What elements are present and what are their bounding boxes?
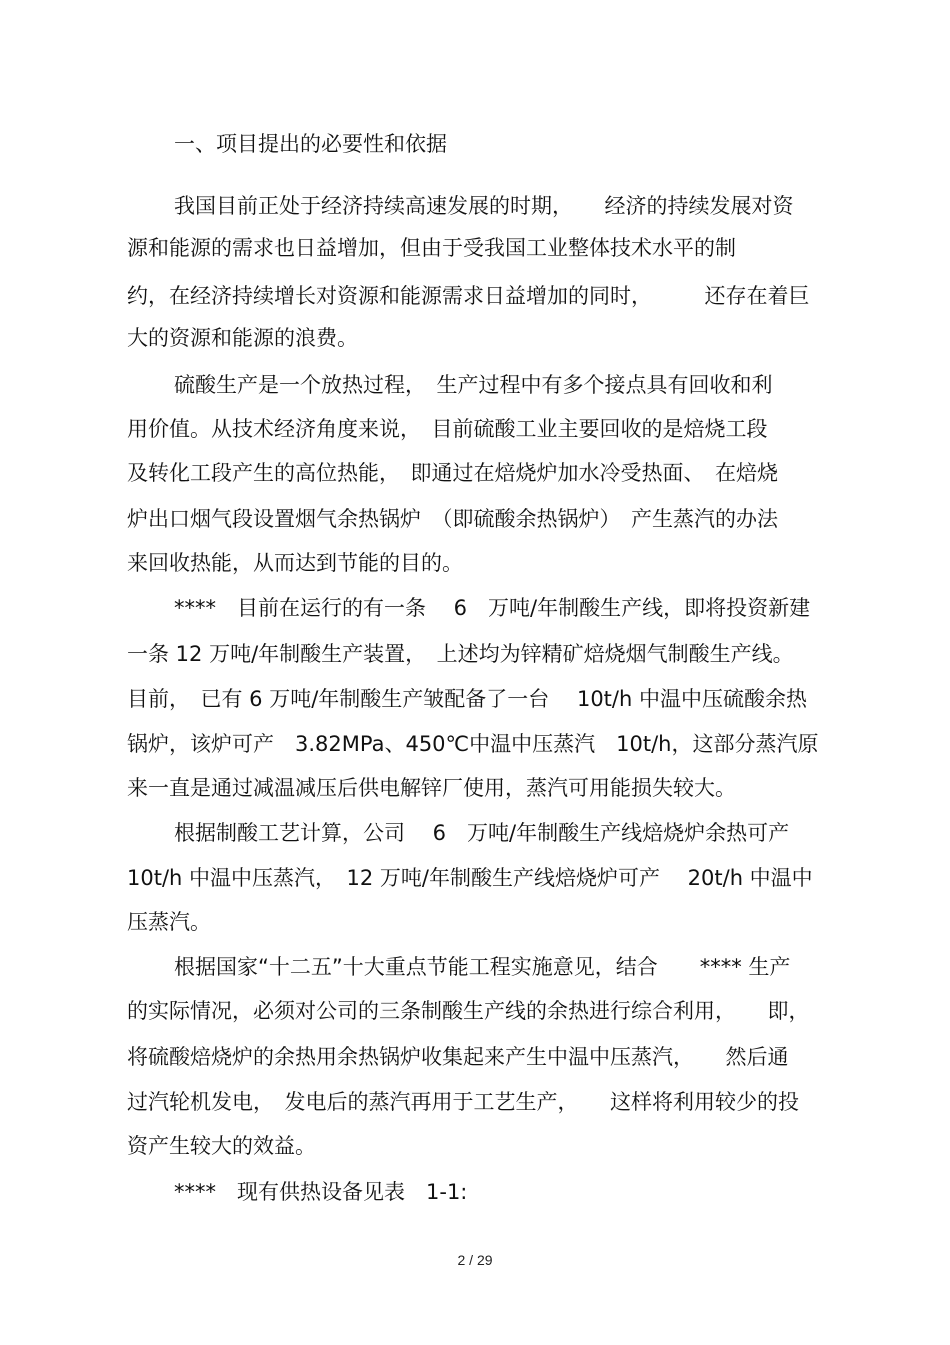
paragraph-2-line-4: 炉出口烟气段设置烟气余热锅炉 （即硫酸余热锅炉） 产生蒸汽的办法	[127, 507, 778, 531]
paragraph-5-line-2: 的实际情况，必须对公司的三条制酸生产线的余热进行综合利用， 即，	[127, 999, 810, 1023]
paragraph-6-line-1: **** 现有供热设备见表 1-1:	[174, 1180, 468, 1204]
paragraph-5-line-4: 过汽轮机发电， 发电后的蒸汽再用于工艺生产， 这样将利用较少的投	[127, 1090, 799, 1114]
paragraph-4-line-2: 10t/h 中温中压蒸汽， 12 万吨/年制酸生产线焙烧炉可产 20t/h 中温中	[127, 866, 813, 890]
paragraph-3-line-2: 一条 12 万吨/年制酸生产装置， 上述均为锌精矿焙烧烟气制酸生产线。	[127, 642, 794, 666]
paragraph-1-line-3: 约，在经济持续增长对资源和能源需求日益增加的同时， 还存在着巨	[127, 284, 810, 308]
page-number: 2 / 29	[457, 1252, 493, 1268]
paragraph-2-line-3: 及转化工段产生的高位热能， 即通过在焙烧炉加水冷受热面、 在焙烧	[127, 461, 778, 485]
paragraph-4-line-1: 根据制酸工艺计算，公司 6 万吨/年制酸生产线焙烧炉余热可产	[174, 821, 790, 845]
paragraph-3-line-3: 目前， 已有 6 万吨/年制酸生产皱配备了一台 10t/h 中温中压硫酸余热	[127, 687, 807, 711]
paragraph-2-line-1: 硫酸生产是一个放热过程， 生产过程中有多个接点具有回收和利	[174, 373, 773, 397]
paragraph-2-line-5: 来回收热能，从而达到节能的目的。	[127, 551, 463, 575]
paragraph-3-line-1: **** 目前在运行的有一条 6 万吨/年制酸生产线，即将投资新建	[174, 596, 811, 620]
paragraph-5-line-3: 将硫酸焙烧炉的余热用余热锅炉收集起来产生中温中压蒸汽， 然后通	[127, 1045, 789, 1069]
paragraph-3-line-5: 来一直是通过减温减压后供电解锌厂使用，蒸汽可用能损失较大。	[127, 776, 736, 800]
paragraph-2-line-2: 用价值。从技术经济角度来说， 目前硫酸工业主要回收的是焙烧工段	[127, 417, 768, 441]
paragraph-4-line-3: 压蒸汽。	[127, 910, 211, 934]
paragraph-1-line-4: 大的资源和能源的浪费。	[127, 326, 358, 350]
paragraph-3-line-4: 锅炉，该炉可产 3.82MPa、450℃中温中压蒸汽 10t/h，这部分蒸汽原	[127, 732, 819, 756]
paragraph-1-line-1: 我国目前正处于经济持续高速发展的时期， 经济的持续发展对资	[174, 194, 794, 218]
paragraph-5-line-5: 资产生较大的效益。	[127, 1134, 316, 1158]
section-heading: 一、项目提出的必要性和依据	[174, 132, 447, 156]
paragraph-1-line-2: 源和能源的需求也日益增加，但由于受我国工业整体技术水平的制	[127, 236, 736, 260]
paragraph-5-line-1: 根据国家“十二五”十大重点节能工程实施意见，结合 **** 生产	[174, 955, 791, 979]
